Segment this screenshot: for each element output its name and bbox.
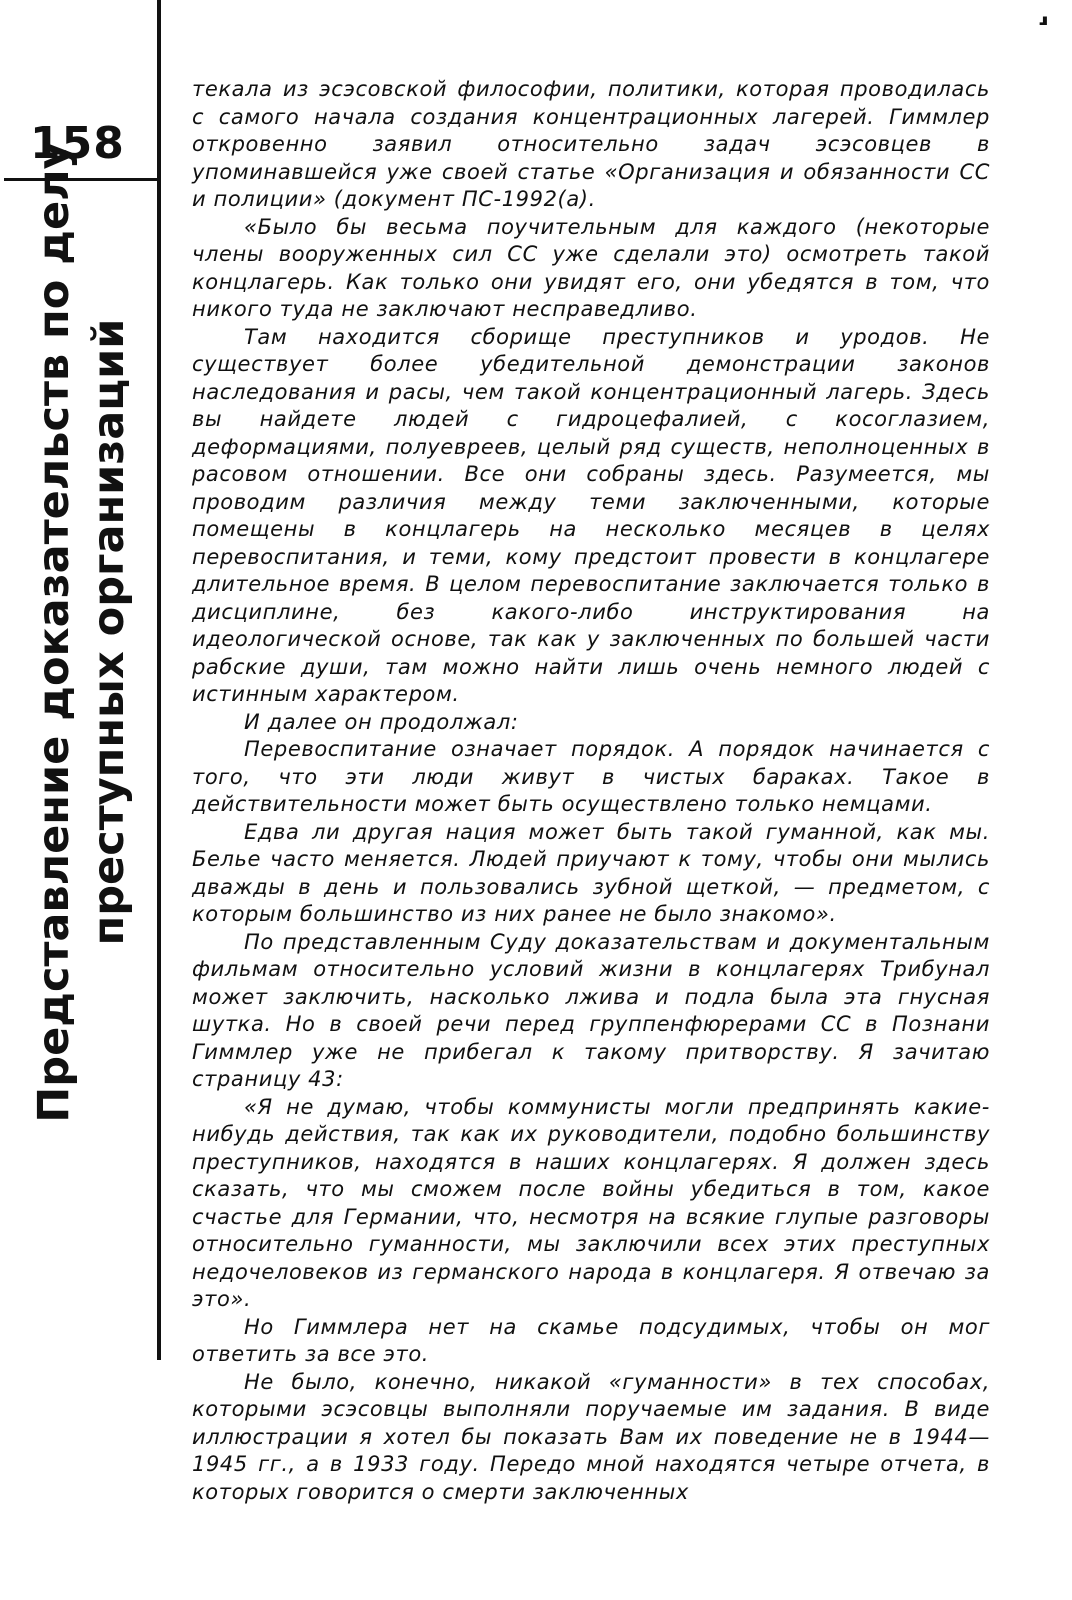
paragraph: Не было, конечно, никакой «гуманности» в тех способах, которыми эсэсовцы выполняли поручаемые им задания. В виде иллюстрации я хотел бы показать Вам их поведение не в 1944—1945 гг., а в 1933 году. Передо мной находятся четыре отчета, в которых говорится о смерти заключенных bbox=[192, 1369, 990, 1504]
running-head-line-2: преступных организаций bbox=[84, 318, 134, 946]
paragraph: Перевоспитание означает порядок. А порядок начинается с того, что эти люди живут в чистых бараках. Такое в действительности может быть осуществлено только немцами. bbox=[192, 737, 990, 816]
page-number: 158 bbox=[30, 118, 125, 169]
margin-rule bbox=[157, 0, 161, 1360]
running-head-line-1: Представление доказательств по делу bbox=[29, 141, 79, 1123]
paragraph: По представленным Суду доказательствам и документальным фильмам относительно условий жизни в концлагерях Трибунал может заключить, насколько лжива и подла была эта гнусная шутка. Но в своей речи перед группенфюрерами СС в Познани Гиммлер уже не прибегал к такому притворству. Я зачитаю страницу 43: bbox=[192, 929, 990, 1091]
running-head-text bbox=[27, 141, 137, 1122]
paragraph: «Я не думаю, чтобы коммунисты могли предпринять какие-нибудь действия, так как их руководители, подобно большинству преступников, находятся в наших концлагерях. Я должен здесь сказать, что мы сможем после войны убедиться в том, какое счастье для Германии, что, несмотря на всякие глупые разговоры относительно гуманности, мы заключили всех этих преступных недочеловеков из германского народа в концлагеря. Я отвечаю за это». bbox=[192, 1094, 990, 1311]
paragraph: И далее он продолжал: bbox=[244, 709, 519, 734]
scan-mark: ⸥ bbox=[1038, 0, 1049, 28]
paragraph: Но Гиммлера нет на скамье подсудимых, чтобы он мог ответить за все это. bbox=[192, 1314, 990, 1366]
body-text bbox=[192, 76, 990, 1506]
paragraph: «Было бы весьма поучительным для каждого (некоторые члены вооруженных сил СС уже сделали это) осмотреть такой концлагерь. Как только они увидят его, они убедятся в том, что никого туда не заключают несправедливо. bbox=[192, 214, 990, 321]
paragraph: Едва ли другая нация может быть такой гуманной, как мы. Белье часто меняется. Людей приучают к тому, чтобы они мылись дважды в день и пользовались зубной щеткой, — предметом, с которым большинство из них ранее не было знакомо». bbox=[192, 819, 990, 926]
paragraph: текала из эсэсовской философии, политики, которая проводилась с самого начала создания концентрационных лагерей. Гиммлер откровенно заявил относительно задач эсэсовцев в упоминавшейся уже своей статье «Организация и обязанности СС и полиции» (документ ПС-1992(а). bbox=[192, 77, 990, 211]
paragraph: Там находится сборище преступников и уродов. Не существует более убедительной демонстрации законов наследования и расы, чем такой концентрационный лагерь. Здесь вы найдете людей с гидроцефалией, с косоглазием, деформациями, полуевреев, целый ряд существ, неполноценных в расовом отношении. Все они собраны здесь. Разумеется, мы проводим различия между теми заключенными, которые помещены в концлагерь на несколько месяцев в целях перевоспитания, и теми, кому предстоит провести в концлагере длительное время. В целом перевоспитание заключается только в дисциплине, без какого-либо инструктирования на идеологической основе, так как у заключенных по большей части рабские души, там можно найти лишь очень немного людей с истинным характером. bbox=[192, 324, 990, 706]
